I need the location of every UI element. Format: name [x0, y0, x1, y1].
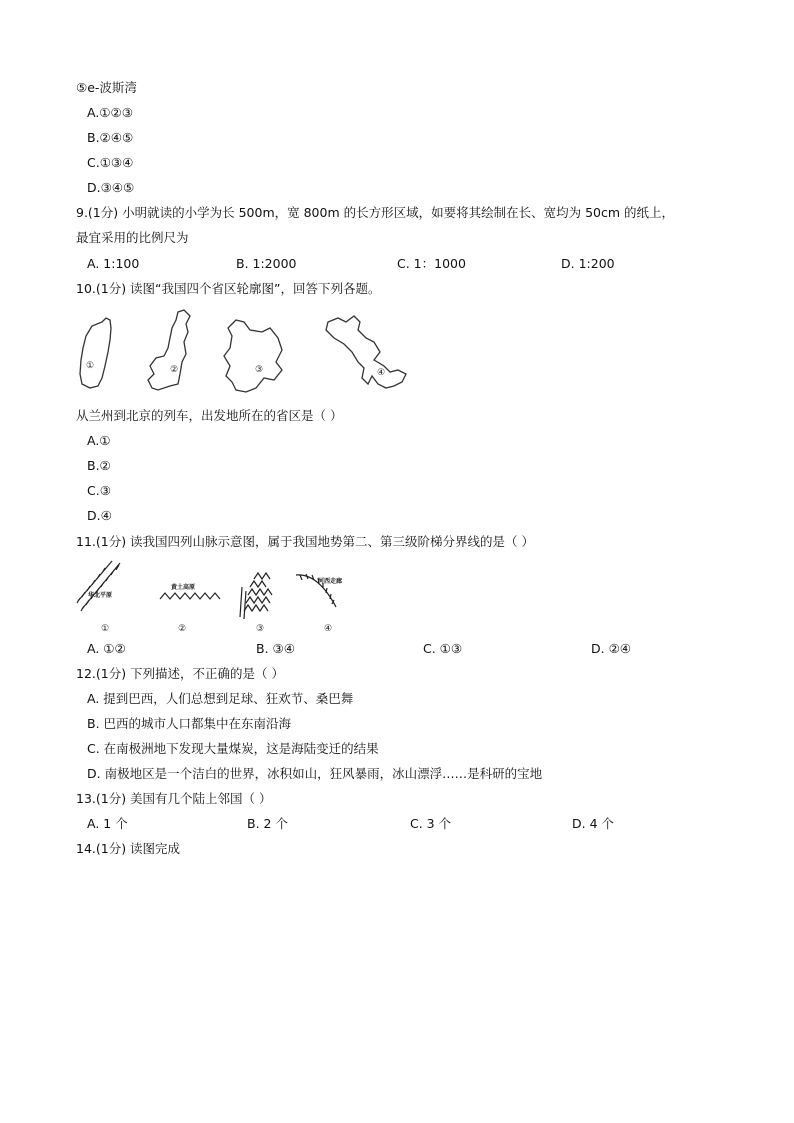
q10-option-d[interactable]: D.④ — [87, 508, 112, 523]
q14-stem: 14.(1分) 读图完成 — [76, 841, 181, 856]
q8-item-5: ⑤e-波斯湾 — [76, 80, 137, 95]
fig-label-hexi-corridor: 河西走廊 — [318, 578, 343, 585]
q11-option-a[interactable]: A. ①② — [87, 641, 126, 656]
q8-option-b[interactable]: B.②④⑤ — [87, 130, 134, 145]
province-label-3: ③ — [255, 365, 264, 375]
q11-stem: 11.(1分) 读我国四列山脉示意图，属于我国地势第二、第三级阶梯分界线的是（ ） — [76, 534, 535, 549]
q11-option-d[interactable]: D. ②④ — [591, 641, 631, 656]
q12-option-d[interactable]: D. 南极地区是一个洁白的世界，冰积如山，狂风暴雨，冰山漂浮……是科研的宝地 — [87, 766, 543, 781]
q9-option-a[interactable]: A. 1:100 — [87, 256, 140, 271]
q9-option-c[interactable]: C. 1：1000 — [397, 256, 466, 271]
fig-number-4: ④ — [324, 624, 333, 634]
q10-sub-question: 从兰州到北京的列车，出发地所在的省区是（ ） — [76, 408, 343, 423]
q8-option-a[interactable]: A.①②③ — [87, 105, 133, 120]
province-label-1: ① — [86, 361, 95, 371]
q12-option-c[interactable]: C. 在南极洲地下发现大量煤炭，这是海陆变迁的结果 — [87, 741, 379, 756]
q10-province-outlines-figure — [72, 308, 412, 394]
fig-label-north-china-plain: 华北平原 — [88, 592, 113, 599]
q10-stem: 10.(1分) 读图“我国四个省区轮廓图”，回答下列各题。 — [76, 281, 381, 296]
fig-number-2: ② — [178, 624, 187, 634]
q11-option-b[interactable]: B. ③④ — [256, 641, 295, 656]
fig-number-1: ① — [101, 624, 110, 634]
province-outline-1 — [80, 318, 111, 388]
q13-option-d[interactable]: D. 4 个 — [572, 816, 614, 831]
fig-number-3: ③ — [256, 624, 265, 634]
q13-stem: 13.(1分) 美国有几个陆上邻国（ ） — [76, 791, 272, 806]
q8-option-c[interactable]: C.①③④ — [87, 155, 134, 170]
q12-option-b[interactable]: B. 巴西的城市人口都集中在东南沿海 — [87, 716, 292, 731]
q11-mountain-ranges-figure — [74, 557, 370, 637]
q13-option-c[interactable]: C. 3 个 — [410, 816, 452, 831]
q13-option-a[interactable]: A. 1 个 — [87, 816, 128, 831]
mountain-range-1 — [77, 561, 120, 611]
q9-stem-line1: 9.(1分) 小明就读的小学为长 500m，宽 800m 的长方形区域，如要将其绘制在长、宽均为 50cm 的纸上， — [76, 205, 674, 220]
mountain-range-2 — [160, 593, 220, 599]
province-outline-2 — [148, 310, 190, 390]
q12-option-a[interactable]: A. 提到巴西，人们总想到足球、狂欢节、桑巴舞 — [87, 691, 354, 706]
q10-option-b[interactable]: B.② — [87, 458, 111, 473]
q13-option-b[interactable]: B. 2 个 — [247, 816, 288, 831]
q9-option-d[interactable]: D. 1:200 — [561, 256, 615, 271]
province-outline-3 — [224, 320, 282, 392]
q10-option-a[interactable]: A.① — [87, 433, 111, 448]
q9-option-b[interactable]: B. 1:2000 — [236, 256, 297, 271]
q10-option-c[interactable]: C.③ — [87, 483, 111, 498]
q8-option-d[interactable]: D.③④⑤ — [87, 180, 135, 195]
province-label-2: ② — [170, 365, 179, 375]
q11-option-c[interactable]: C. ①③ — [423, 641, 463, 656]
mountain-range-3 — [240, 573, 272, 619]
province-label-4: ④ — [377, 368, 386, 378]
q9-stem-line2: 最宜采用的比例尺为 — [76, 230, 189, 245]
q12-stem: 12.(1分) 下列描述，不正确的是（ ） — [76, 666, 285, 681]
province-outline-4 — [326, 316, 406, 388]
fig-label-loess-plateau: 黄土高原 — [171, 584, 196, 591]
